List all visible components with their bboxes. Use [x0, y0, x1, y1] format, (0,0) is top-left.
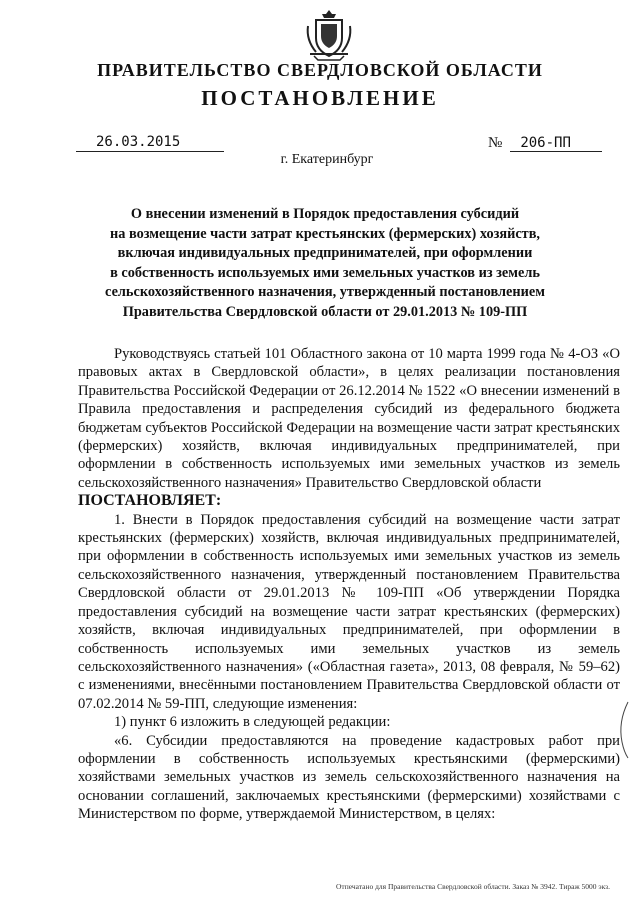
title-line: на возмещение части затрат крестьянских (фермерских) хозяйств,	[110, 225, 540, 242]
print-footer: Отпечатано для Правительства Свердловской области. Заказ № 3942. Тираж 5000 экз.	[336, 882, 610, 891]
number-value: 206-ПП	[510, 135, 602, 152]
decree-heading: ПОСТАНОВЛЯЕТ:	[78, 492, 222, 510]
item-1-paragraph: 1. Внести в Порядок предоставления субсидий на возмещение части затрат крестьянских (фермерских) хозяйств, включая индивидуальных предпринимателей, при оформлении в собственность используемых ими земельных участков из земель сельскохозяйственного назначения, утвержденный постановлением Правительства Свердловской области от 29.01.2013 № 109-ПП «Об утверждении Порядка предоставления субсидий на возмещение части затрат крестьянских (фермерских) хозяйств, включая индивидуальных предпринимателей, при оформлении в собственность используемых ими земельных участков из земель сельскохозяйственного назначения» («Областная газета», 2013, 08 февраля, № 59–62) с изменениями, внесёнными постановлением Правительства Свердловской области от 07.02.2014 № 59-ПП, следующие изменения:	[78, 511, 620, 712]
handwritten-margin-mark	[616, 700, 630, 760]
title-line: О внесении изменений в Порядок предоставления субсидий	[130, 206, 520, 222]
item-1-1-paragraph: 1) пункт 6 изложить в следующей редакции:	[114, 714, 391, 731]
city: г. Екатеринбург	[280, 152, 374, 167]
title-line: Правительства Свердловской области от 29.01.2013 № 109-ПП	[122, 303, 528, 320]
title-line: сельскохозяйственного назначения, утвержденный постановлением	[105, 284, 545, 300]
coat-of-arms-emblem	[304, 6, 354, 62]
document-date: 26.03.2015	[76, 134, 224, 152]
title-line: включая индивидуальных предпринимателей, при оформлении	[117, 245, 533, 261]
title-line: в собственность используемых ими земельных участков из земель	[110, 264, 540, 281]
document-number	[488, 134, 602, 152]
document-title	[90, 205, 560, 322]
document-body	[78, 345, 620, 824]
item-6-paragraph: «6. Субсидии предоставляются на проведение кадастровых работ при оформлении в собственность используемых крестьянскими (фермерскими) хозяйствами земельных участков из земель сельскохозяйственного назначения на основании соглашений, заключаемых крестьянскими (фермерскими) хозяйствами с Министерством по форме, утверждаемой Министерством, в целях:	[78, 732, 620, 823]
document-type: ПОСТАНОВЛЕНИЕ	[201, 86, 439, 110]
number-sign: №	[488, 135, 503, 151]
government-name: ПРАВИТЕЛЬСТВО СВЕРДЛОВСКОЙ ОБЛАСТИ	[97, 60, 543, 80]
preamble-paragraph: Руководствуясь статьей 101 Областного закона от 10 марта 1999 года № 4-ОЗ «О правовых актах в Свердловской области», в целях реализации постановления Правительства Российской Федерации от 26.12.2014 № 1522 «О внесении изменений в Правила предоставления и распределения субсидий из федерального бюджета бюджетам субъектов Российской Федерации на возмещение части затрат крестьянских (фермерских) хозяйств, включая индивидуальных предпринимателей, при оформлении в собственность используемых ими земельных участков из земель сельскохозяйственного назначения» Правительство Свердловской области	[78, 346, 620, 491]
